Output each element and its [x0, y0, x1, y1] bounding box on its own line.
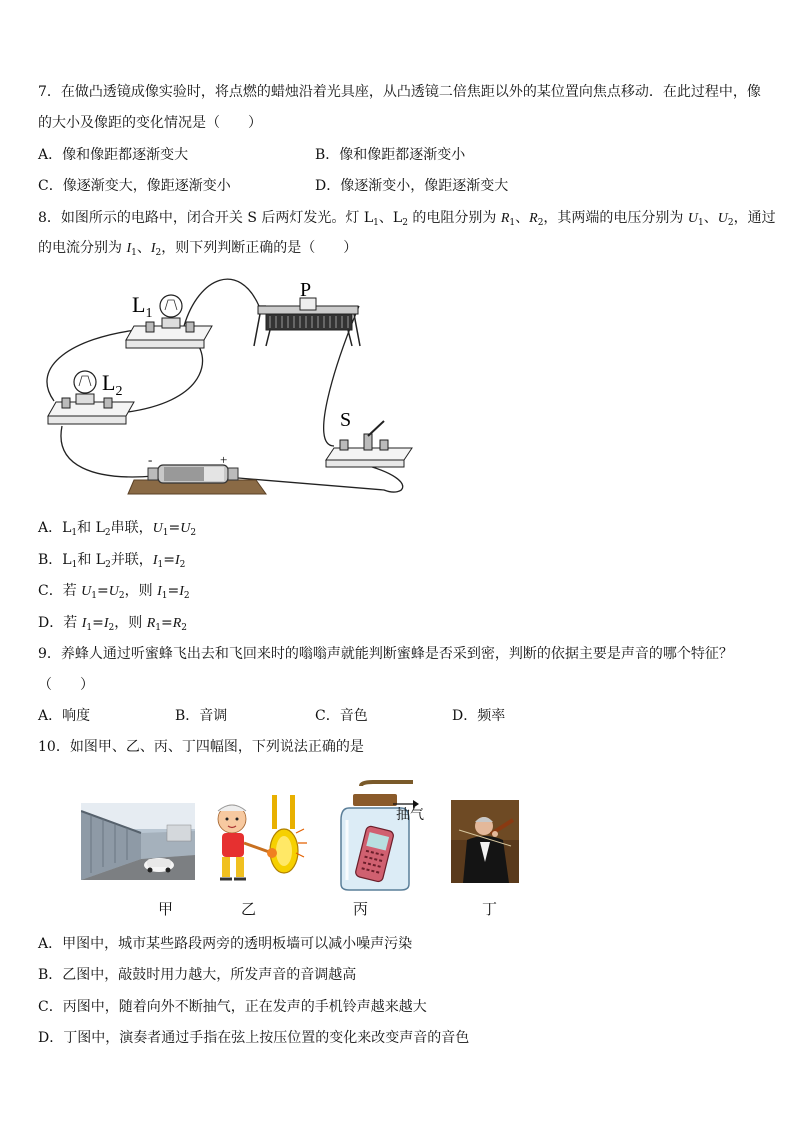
q10-option-b: B．乙图中，敲鼓时用力越大，所发声音的音调越高 [38, 967, 357, 983]
q8-option-b: B．$L_1$和 $L_2$并联，$I_1=I_2$ [38, 552, 186, 570]
label-s: S [340, 409, 352, 431]
switch-s [326, 421, 412, 467]
q8-option-c: C．若 $U_1=U_2$，则 $I_1=I_2$ [38, 583, 190, 601]
q7-option-a: A．像和像距都逐渐变大 [38, 147, 189, 163]
figure-ding-violinist-photo [451, 800, 519, 883]
caption-yi: 乙 [241, 900, 257, 918]
q10-option-a: A．甲图中，城市某些路段两旁的透明板墙可以减小噪声污染 [38, 936, 413, 952]
q10-option-c: C．丙图中，随着向外不断抽气，正在发声的手机铃声越来越大 [38, 999, 427, 1015]
caption-ding: 丁 [482, 900, 498, 918]
figure-jia-highway-photo [81, 803, 195, 880]
battery [128, 465, 266, 494]
rheostat [254, 298, 360, 346]
q8-stem-line2: 的电流分别为 $I_1$、$I_2$，则下列判断正确的是（ ） [38, 240, 358, 258]
pump-label: 抽气 [396, 807, 424, 823]
wire [184, 279, 259, 326]
label-p: P [300, 279, 312, 301]
label-minus: - [148, 452, 153, 467]
caption-bing: 丙 [353, 900, 369, 918]
figure-bing-vacuum-jar [333, 780, 433, 892]
label-l1: $L_1$ [132, 292, 153, 321]
circuit-diagram [34, 266, 414, 498]
q9-option-b: B．音调 [175, 708, 228, 724]
label-plus: + [220, 452, 228, 467]
q10-option-d: D．丁图中，演奏者通过手指在弦上按压位置的变化来改变声音的音色 [38, 1030, 470, 1046]
q7-stem-line1: 7．在做凸透镜成像实验时，将点燃的蜡烛沿着光具座，从凸透镜二倍焦距以外的某位置向焦点移动．在此过程中，像 [38, 84, 761, 100]
q9-stem-line1: 9．养蜂人通过听蜜蜂飞出去和飞回来时的嗡嗡声就能判断蜜蜂是否采到密，判断的依据主要是声音的哪个特征？ [38, 646, 733, 662]
wire [61, 426, 154, 477]
q7-option-b: B．像和像距都逐渐变小 [315, 147, 466, 163]
label-l2: $L_2$ [102, 370, 123, 399]
figure-yi-drum-cartoon [208, 793, 308, 889]
q7-stem-line2: 的大小及像距的变化情况是（ ） [38, 115, 262, 131]
q8-option-d: D．若 $I_1=I_2$，则 $R_1=R_2$ [38, 615, 188, 633]
q8-stem-line1: 8．如图所示的电路中，闭合开关 S 后两灯发光。灯 $L_1$、$L_2$ 的电阻分别为 $R_1$、$R_2$，其两端的电压分别为 $U_1$、$U_2$，通过 [38, 210, 776, 228]
q7-option-d: D．像逐渐变小，像距逐渐变大 [315, 178, 509, 194]
q9-option-a: A．响度 [38, 708, 91, 724]
q7-option-c: C．像逐渐变大，像距逐渐变小 [38, 178, 231, 194]
q8-option-a: A．$L_1$和 $L_2$串联，$U_1=U_2$ [38, 520, 197, 538]
q9-stem-line2: （ ） [38, 677, 94, 693]
q9-option-d: D．频率 [452, 708, 506, 724]
q9-option-c: C．音色 [315, 708, 368, 724]
q10-stem: 10．如图甲、乙、丙、丁四幅图，下列说法正确的是 [38, 739, 364, 755]
caption-jia: 甲 [158, 900, 174, 918]
